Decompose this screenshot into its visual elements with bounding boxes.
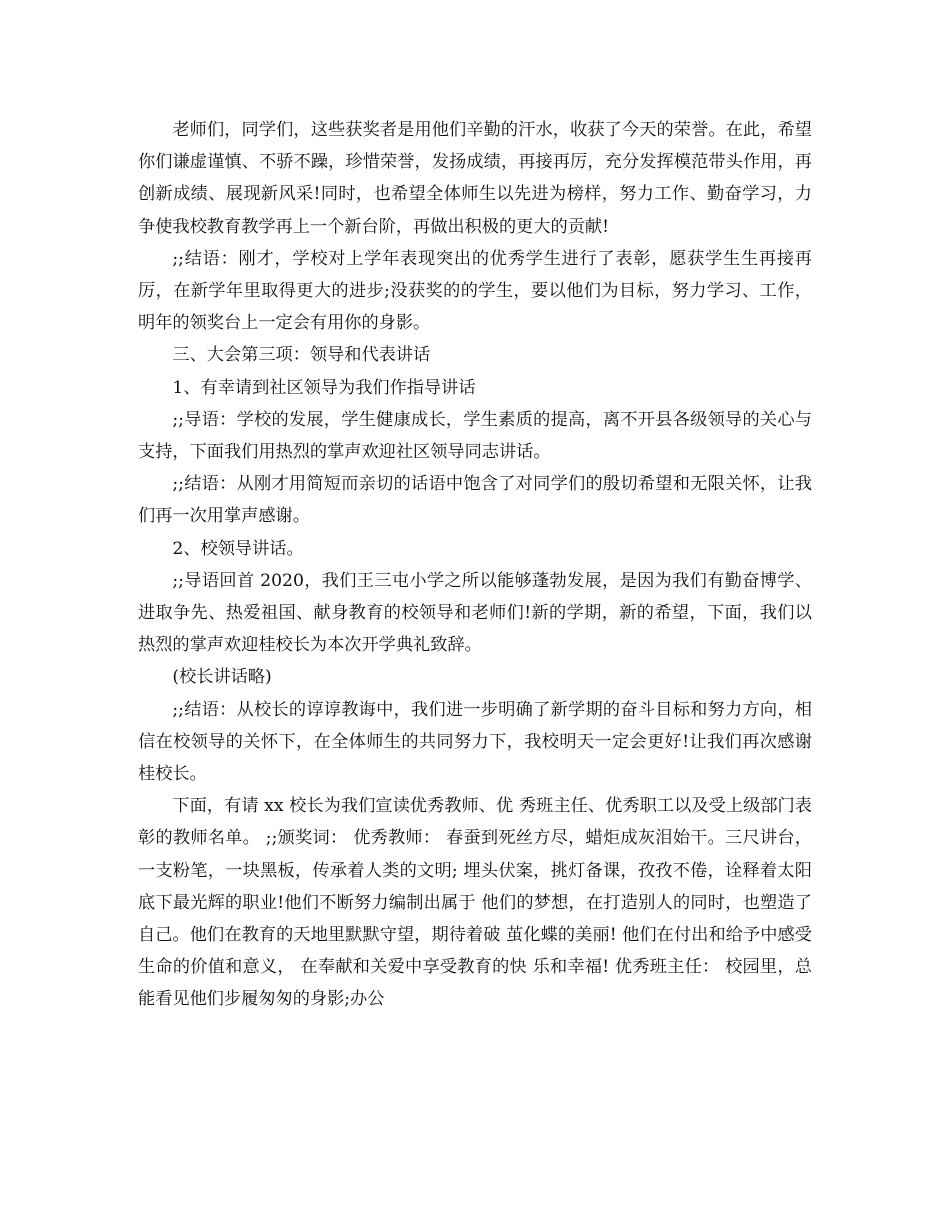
paragraph-conclusion-principal: ;;结语：从校长的谆谆教诲中，我们进一步明确了新学期的奋斗目标和努力方向，相信在校领导的关怀下，在全体师生的共同努力下，我校明天一定会更好!让我们再次感谢桂校长。 [138, 699, 812, 785]
paragraph-intro-community: ;;导语：学校的发展，学生健康成长，学生素质的提高，离不开县各级领导的关心与支持，下面我们用热烈的掌声欢迎社区领导同志讲话。 [138, 409, 812, 463]
section-heading-third-item: 三、大会第三项：领导和代表讲话 [172, 345, 431, 366]
paragraph-conclusion-community: ;;结语：从刚才用简短而亲切的话语中饱含了对同学们的殷切希望和无限关怀，让我们再一次用掌声感谢。 [138, 474, 812, 527]
subheading-community-leader: 1、有幸请到社区领导为我们作指导讲话 [172, 377, 476, 398]
document-body [138, 114, 812, 1016]
paragraph-intro-principal: ;;导语回首 2020，我们王三屯小学之所以能够蓬勃发展，是因为我们有勤奋博学、进取争先、热爱祖国、献身教育的校领导和老师们!新的学期，新的希望，下面，我们以热烈的掌声欢迎桂校长为本次开学典礼致辞。 [138, 570, 812, 656]
paragraph-award-list: 下面，有请 xx 校长为我们宣读优秀教师、优 秀班主任、优秀职工以及受上级部门表彰的教师名单。 ;;颁奖词： 优秀教师： 春蚕到死丝方尽，蜡炬成灰泪始干。三尺讲台，一支粉笔，一块黑板，传承着人类的文明; 埋头伏案，挑灯备课，孜孜不倦，诠释着太阳底下最光辉的职业!他们不断努力编制出属于 他们的梦想，在打造别人的同时，也塑造了自己。他们在教育的天地里默默守望，期待着破 茧化蝶的美丽! 他们在付出和给予中感受生命的价值和意义， 在奉献和关爱中享受教育的快 乐和幸福! 优秀班主任： 校园里，总能看见他们步履匆匆的身影;办公 [138, 796, 812, 1010]
subheading-school-leader: 2、校领导讲话。 [172, 538, 304, 559]
paragraph-conclusion-students: ;;结语：刚才，学校对上学年表现突出的优秀学生进行了表彰，愿获学生生再接再厉，在新学年里取得更大的进步;没获奖的的学生，要以他们为目标，努力学习、工作，明年的领奖台上一定会有用你的身影。 [138, 248, 812, 334]
paragraph-principal-speech-omitted: (校长讲话略) [172, 667, 272, 688]
paragraph-awardees: 老师们，同学们，这些获奖者是用他们辛勤的汗水，收获了今天的荣誉。在此，希望你们谦虚谨慎、不骄不躁，珍惜荣誉，发扬成绩，再接再厉，充分发挥模范带头作用，再创新成绩、展现新风采!同时，也希望全体师生以先进为榜样，努力工作、勤奋学习，力争使我校教育教学再上一个新台阶，再做出积极的更大的贡献! [138, 120, 812, 237]
